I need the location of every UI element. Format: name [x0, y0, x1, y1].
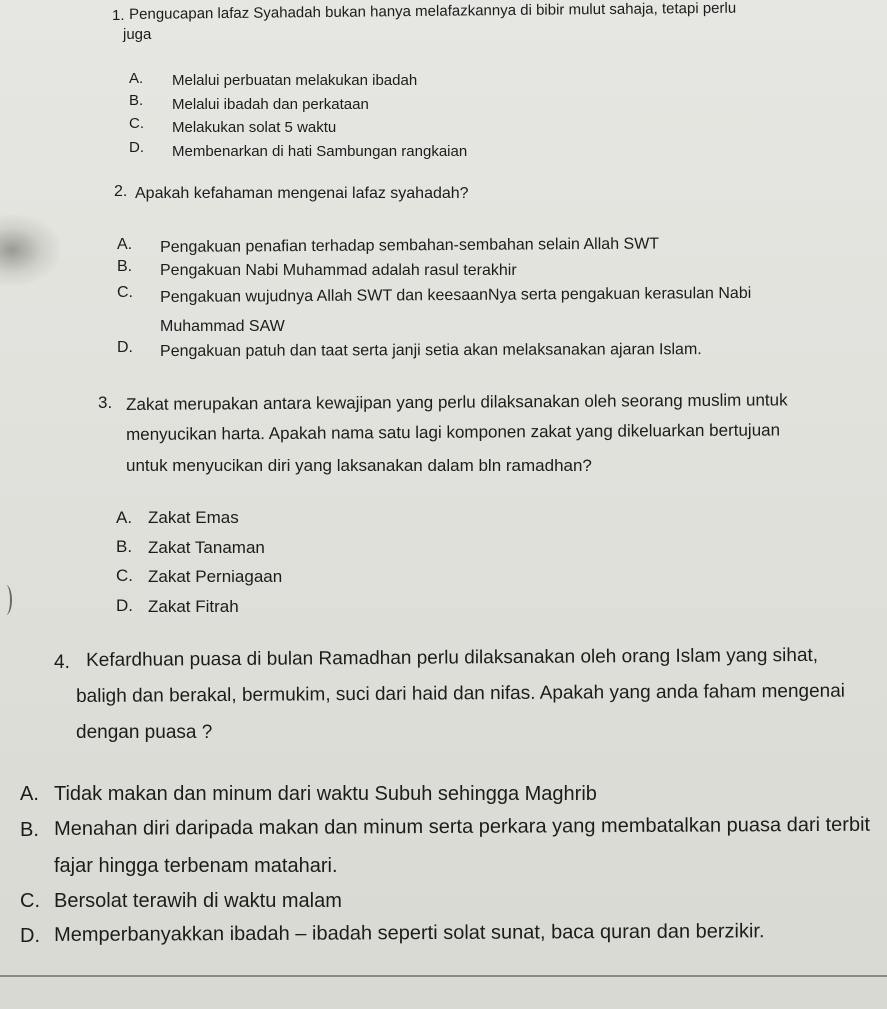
q3-text-line1: Zakat merupakan antara kewajipan yang perlu dilaksanakan oleh seorang muslim untuk — [126, 390, 788, 414]
q1-option-d-label: D. — [129, 139, 144, 156]
q2-option-d-label: D. — [117, 339, 133, 356]
q4-option-c-label: C. — [20, 890, 40, 912]
q3-option-a-label: A. — [116, 508, 133, 527]
q3-option-b-label: B. — [116, 537, 133, 556]
q4-text-line1: Kefardhuan puasa di bulan Ramadhan perlu dilaksanakan oleh orang Islam yang sihat, — [86, 644, 819, 671]
q2-option-b-label: B. — [117, 258, 133, 275]
q3-number: 3. — [98, 393, 113, 412]
page-bottom-line — [0, 975, 887, 977]
q3-option-c-label: C. — [116, 566, 133, 585]
q2-option-a-text: Pengakuan penafian terhadap sembahan-sembahan selain Allah SWT — [160, 235, 660, 256]
q4-option-d-text: Memperbanyakkan ibadah – ibadah seperti solat sunat, baca quran dan berzikir. — [54, 920, 765, 946]
q4-option-b-text-line2: fajar hingga terbenam matahari. — [54, 855, 338, 877]
q1-option-a-label: A. — [129, 70, 144, 87]
q3-option-b-text: Zakat Tanaman — [148, 538, 265, 557]
q3-option-d-label: D. — [116, 596, 133, 615]
q3-option-a-text: Zakat Emas — [148, 508, 239, 527]
q2-option-a-label: A. — [117, 236, 133, 253]
q1-text-line2: juga — [123, 26, 152, 43]
q3-option-d-text: Zakat Fitrah — [148, 597, 239, 616]
q2-option-c-label: C. — [117, 284, 133, 301]
binder-shadow — [0, 215, 60, 285]
q3-text-line3: untuk menyucikan diri yang laksanakan dalam bln ramadhan? — [126, 456, 592, 475]
q4-option-c-text: Bersolat terawih di waktu malam — [54, 890, 342, 912]
q2-option-c-text-line1: Pengakuan wujudnya Allah SWT dan keesaanNya serta pengakuan kerasulan Nabi — [160, 284, 752, 306]
q2-text: Apakah kefahaman mengenai lafaz syahadah? — [135, 185, 469, 202]
q1-option-c-text: Melakukan solat 5 waktu — [172, 119, 337, 136]
q2-option-b-text: Pengakuan Nabi Muhammad adalah rasul terakhir — [160, 262, 517, 279]
q4-option-b-label: B. — [20, 819, 39, 841]
q4-option-a-label: A. — [20, 783, 39, 805]
q4-number: 4. — [54, 652, 70, 673]
q4-text-line3: dengan puasa ? — [76, 722, 213, 743]
q3-option-c-text: Zakat Perniagaan — [148, 567, 283, 586]
q4-option-d-label: D. — [20, 925, 40, 947]
q1-text-line1: Pengucapan lafaz Syahadah bukan hanya melafazkannya di bibir mulut sahaja, tetapi perlu — [129, 0, 737, 23]
q4-option-b-text-line1: Menahan diri daripada makan dan minum serta perkara yang membatalkan puasa dari terbit — [54, 813, 871, 840]
page-curl — [0, 585, 12, 615]
q1-option-d-text: Membenarkan di hati Sambungan rangkaian — [172, 143, 468, 160]
q2-number: 2. — [114, 183, 128, 200]
q4-text-line2: baligh dan berakal, bermukim, suci dari haid dan nifas. Apakah yang anda faham mengenai — [76, 680, 846, 707]
q1-option-c-label: C. — [129, 115, 144, 132]
q3-text-line2: menyucikan harta. Apakah nama satu lagi komponen zakat yang dikeluarkan bertujuan — [126, 420, 781, 444]
q2-option-d-text: Pengakuan patuh dan taat serta janji setia akan melaksanakan ajaran Islam. — [160, 341, 702, 360]
q2-option-c-text-line2: Muhammad SAW — [160, 318, 285, 335]
q4-option-a-text: Tidak makan dan minum dari waktu Subuh sehingga Maghrib — [54, 783, 597, 805]
q1-option-a-text: Melalui perbuatan melakukan ibadah — [172, 72, 418, 89]
q1-option-b-text: Melalui ibadah dan perkataan — [172, 96, 369, 113]
q1-option-b-label: B. — [129, 92, 144, 109]
q1-number: 1. — [112, 7, 125, 24]
